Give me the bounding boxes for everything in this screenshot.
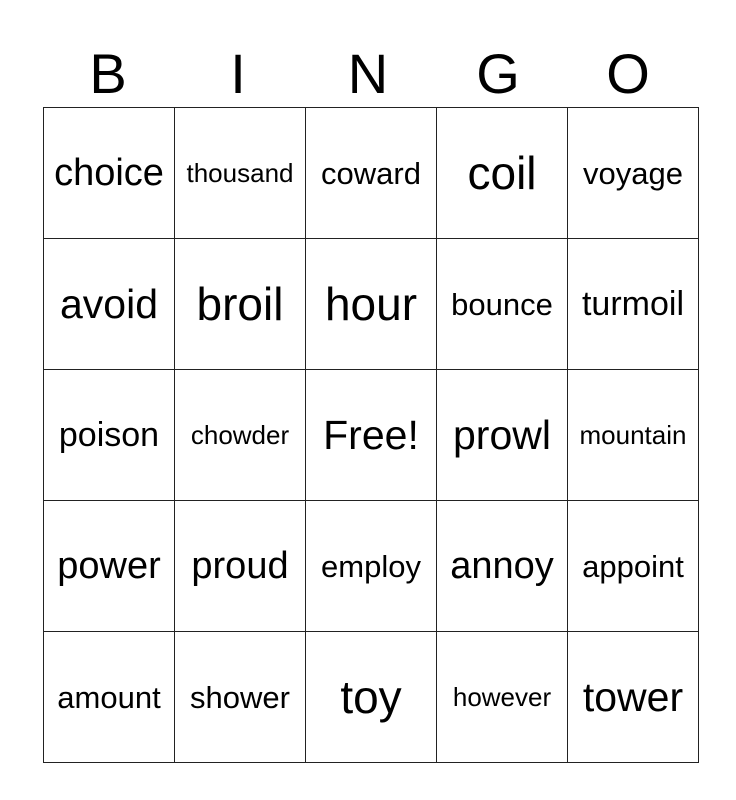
bingo-cell: coil <box>437 108 568 239</box>
bingo-cell-free: Free! <box>306 370 437 501</box>
bingo-cell: tower <box>568 632 699 763</box>
header-letter-b: B <box>89 42 127 105</box>
card-row <box>44 501 699 632</box>
bingo-cell: toy <box>306 632 437 763</box>
bingo-cell: annoy <box>437 501 568 632</box>
bingo-cell: mountain <box>568 370 699 501</box>
card-row <box>44 108 699 239</box>
bingo-cell: coward <box>306 108 437 239</box>
card-row <box>44 239 699 370</box>
bingo-cell: avoid <box>44 239 175 370</box>
bingo-cell: voyage <box>568 108 699 239</box>
bingo-cell: thousand <box>175 108 306 239</box>
bingo-cell: however <box>437 632 568 763</box>
bingo-cell: hour <box>306 239 437 370</box>
bingo-cell: power <box>44 501 175 632</box>
bingo-cell: turmoil <box>568 239 699 370</box>
header-letter-o: O <box>606 42 650 105</box>
bingo-cell: chowder <box>175 370 306 501</box>
card-row <box>44 370 699 501</box>
header-letter-g: G <box>476 42 520 105</box>
bingo-cell: shower <box>175 632 306 763</box>
bingo-cell: employ <box>306 501 437 632</box>
bingo-cell: broil <box>175 239 306 370</box>
bingo-cell: bounce <box>437 239 568 370</box>
bingo-cell: proud <box>175 501 306 632</box>
header-letter-n: N <box>347 42 389 105</box>
bingo-cell: appoint <box>568 501 699 632</box>
bingo-card <box>43 107 699 763</box>
bingo-cell: choice <box>44 108 175 239</box>
bingo-cell: amount <box>44 632 175 763</box>
bingo-header <box>43 40 693 108</box>
card-row <box>44 632 699 763</box>
bingo-cell: prowl <box>437 370 568 501</box>
bingo-cell: poison <box>44 370 175 501</box>
header-letter-i: I <box>230 42 246 105</box>
